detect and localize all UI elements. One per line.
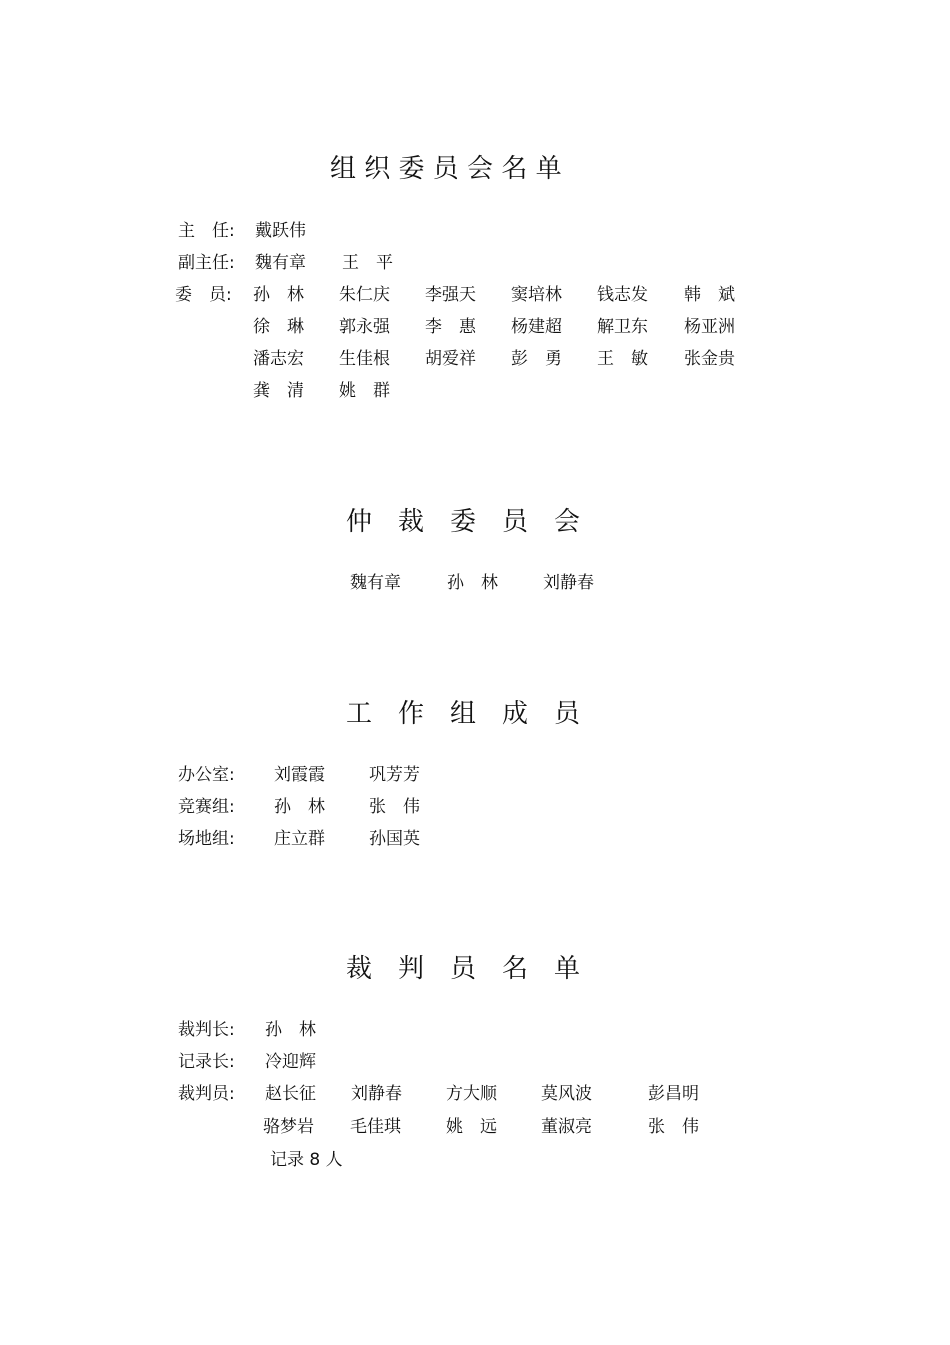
member-name: 姚 群 — [339, 381, 390, 401]
member-name: 李 惠 — [425, 317, 476, 337]
referee-name: 赵长征 — [265, 1084, 316, 1104]
work-group-label: 场地组: — [178, 829, 235, 849]
work-group-member: 张 伟 — [369, 797, 420, 817]
member-name: 胡爱祥 — [425, 349, 476, 369]
member-name: 孙 林 — [253, 285, 304, 305]
arbitration-committee-title: 仲 裁 委 员 会 — [346, 507, 581, 537]
deputy-name: 王 平 — [342, 253, 393, 273]
member-name: 杨亚洲 — [684, 317, 735, 337]
referees-title: 裁 判 员 名 单 — [346, 954, 581, 984]
member-name: 李强天 — [425, 285, 476, 305]
organizing-committee-title: 组 织 委 员 会 名 单 — [330, 154, 562, 184]
member-name: 潘志宏 — [253, 349, 304, 369]
director-label: 主 任: — [178, 221, 235, 241]
referee-name: 彭昌明 — [648, 1084, 699, 1104]
referee-name: 张 伟 — [648, 1117, 699, 1137]
work-group-label: 竞赛组: — [178, 797, 235, 817]
member-name: 朱仁庆 — [339, 285, 390, 305]
work-group-member: 孙国英 — [369, 829, 420, 849]
referee-name: 姚 远 — [446, 1117, 497, 1137]
referee-name: 方大顺 — [446, 1084, 497, 1104]
work-group-member: 刘霞霞 — [274, 765, 325, 785]
arbitrator-name: 刘静春 — [543, 573, 594, 593]
chief-recorder-name: 冷迎辉 — [265, 1052, 316, 1072]
deputy-name: 魏有章 — [255, 253, 306, 273]
member-name: 徐 琳 — [253, 317, 304, 337]
work-group-label: 办公室: — [178, 765, 235, 785]
members-label: 委 员: — [175, 285, 232, 305]
referee-name: 毛佳琪 — [350, 1117, 401, 1137]
chief-recorder-label: 记录长: — [178, 1052, 235, 1072]
recorder-note: 记录 8 人 — [270, 1150, 343, 1170]
member-name: 王 敏 — [597, 349, 648, 369]
director-name: 戴跃伟 — [255, 221, 306, 241]
work-group-member: 孙 林 — [274, 797, 325, 817]
arbitrator-name: 魏有章 — [350, 573, 401, 593]
chief-referee-name: 孙 林 — [265, 1020, 316, 1040]
member-name: 彭 勇 — [511, 349, 562, 369]
work-group-title: 工 作 组 成 员 — [346, 699, 581, 729]
work-group-member: 庄立群 — [274, 829, 325, 849]
member-name: 韩 斌 — [684, 285, 735, 305]
member-name: 张金贵 — [684, 349, 735, 369]
member-name: 窦培林 — [511, 285, 562, 305]
referee-label: 裁判员: — [178, 1084, 235, 1104]
deputy-label: 副主任: — [178, 253, 235, 273]
referee-name: 骆梦岩 — [263, 1117, 314, 1137]
member-name: 龚 清 — [253, 381, 304, 401]
member-name: 生佳根 — [339, 349, 390, 369]
member-name: 解卫东 — [597, 317, 648, 337]
referee-name: 莫风波 — [541, 1084, 592, 1104]
member-name: 杨建超 — [511, 317, 562, 337]
member-name: 钱志发 — [597, 285, 648, 305]
referee-name: 董淑亮 — [541, 1117, 592, 1137]
chief-referee-label: 裁判长: — [178, 1020, 235, 1040]
arbitrator-name: 孙 林 — [447, 573, 498, 593]
member-name: 郭永强 — [339, 317, 390, 337]
work-group-member: 巩芳芳 — [369, 765, 420, 785]
referee-name: 刘静春 — [351, 1084, 402, 1104]
